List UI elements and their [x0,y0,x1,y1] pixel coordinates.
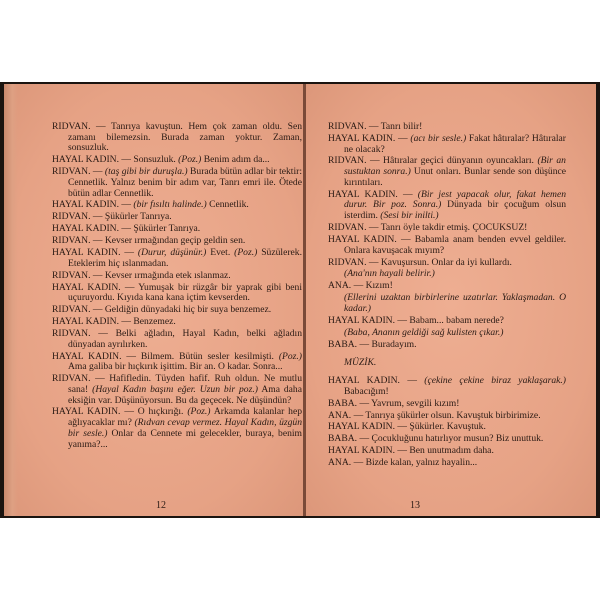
dialogue-line [328,399,566,410]
speaker-name: HAYAL KADIN. [52,350,127,362]
dialogue-line [328,422,566,433]
dialogue-text: Dünyada bir çocuğum olsun isterdim. [344,199,567,222]
dialogue-line [52,224,302,235]
dialogue-text: — Kevser ırmağından geçip geldin sen. [92,235,246,247]
dialogue-line [328,376,566,397]
dialogue-text: — Yumuşak bir rüzgâr bir yaprak gibi beni uçuruyordu. Kıyıda kana kana içtim kevserden. [68,281,302,304]
stage-direction-line: (Ellerini uzaktan birbirlerine uzatırlar. Yaklaşmadan. O kadar.) [344,292,566,314]
dialogue-line [52,305,302,316]
dialogue-line [328,340,566,351]
dialogue-text: Benim adım da... [201,154,270,166]
dialogue-text: Süzülerek. Eteklerim hiç ıslanmadan. [68,247,302,269]
page-number-right: 13 [410,500,420,511]
dialogue-text: — Babam... babam nerede? [397,314,504,326]
dialogue-text: — Bilmem. Bütün sesler kesilmişti. [126,350,279,362]
speaker-name: HAYAL KADIN. [328,421,398,433]
dialogue-text: — Babamla anam benden evvel geldiler. Onlara kavuşacak mıyım? [344,233,566,256]
dialogue-line [52,236,302,247]
dialogue-line [328,235,566,256]
stage-direction: (çekine çekine biraz yaklaşarak.) [424,375,566,387]
dialogue-text: Cennetlik. [206,199,249,211]
speaker-name: HAYAL KADIN. [52,199,122,211]
dialogue-text: — Şükürler Tanrıya. [92,211,172,223]
speaker-name: HAYAL KADIN. [328,314,398,326]
stage-direction-line: (Ana'nın hayali belirir.) [344,268,435,280]
stage-direction: (Sesi bir inilti.) [380,210,439,222]
dialogue-line [52,407,302,450]
stage-direction: (Bir jest yapacak olur, fakat hemen durur. Bir poz. Sonra.) [344,188,566,211]
dialogue-text: — Şükürler Tanrıya. [121,223,201,235]
dialogue-text: Unut onları. Bunlar sende son düşünce kırıntıları. [344,166,567,188]
dialogue-text: Arkamda kalanlar hep ağlıyacaklar mı? [68,406,303,429]
dialogue-line [52,200,302,211]
speaker-name: HAYAL KADIN. [328,233,401,245]
speaker-name: HAYAL KADIN. [52,281,125,293]
speaker-name: BABA. [328,397,360,409]
dialogue-line [52,329,302,350]
speaker-name: RIDVAN. [52,121,97,132]
speaker-name: HAYAL KADIN. [328,132,399,144]
dialogue-line [328,446,566,457]
page-edge-shadow [4,84,18,516]
dialogue-text: — Kevser ırmağında etek ıslanmaz. [92,269,231,281]
speaker-name: HAYAL KADIN. [52,316,122,328]
right-page [306,84,596,516]
stage-direction: (Durur, düşünür.) [137,247,207,259]
section-heading: MÜZİK. [344,357,377,369]
dialogue-text: Fakat hâtıralar? Hâtıralar ne olacak? [344,132,566,155]
speaker-name: ANA. [328,280,354,292]
dialogue-line [52,212,302,223]
stage-direction: (Poz.) [187,406,211,418]
stage-direction-line: (Baba, Ananın geldiği sağ kulisten çıkar.) [344,326,504,338]
dialogue-text: — Çocukluğunu hatırlıyor musun? Biz unuttuk. [359,433,544,445]
dialogue-line [52,167,302,199]
page-number-left: 12 [156,500,166,511]
left-page-text [52,122,302,451]
dialogue-text: Ama daha eksiğin var. Düşünüyorsun. Bu da geçecek. Ne düşündün? [68,383,302,406]
dialogue-line [52,248,302,269]
dialogue-line [328,434,566,445]
dialogue-line [328,458,566,469]
dialogue-text: — [402,188,418,200]
speaker-name: RIDVAN. [328,256,369,268]
dialogue-text: — Kızım! [353,280,393,292]
speaker-name: RIDVAN. [52,327,99,339]
dialogue-text: — [398,132,411,144]
speaker-name: BABA. [328,338,360,350]
dialogue-line [52,374,302,406]
dialogue-line [328,122,566,133]
dialogue-line [328,316,566,327]
dialogue-line [328,411,566,422]
dialogue-text: — [124,247,138,259]
stage-direction: (taş gibi bir duruşla.) [104,166,188,178]
dialogue-text: Evet. [206,247,235,259]
speaker-name: ANA. [328,409,354,421]
dialogue-line [52,352,302,373]
dialogue-text: — Belki ağladın, Hayal Kadın, belki ağladın dünyadan ayrılırken. [68,327,302,350]
dialogue-text: Babacığım! [344,385,389,397]
speaker-name: HAYAL KADIN. [52,154,122,166]
dialogue-text: — Benzemez. [121,316,176,328]
dialogue-line [328,281,566,292]
dialogue-text: — Buradayım. [359,338,417,350]
stage-direction: (Poz.) [234,247,258,259]
dialogue-line [328,223,566,234]
dialogue-text: Ama galiba bir hıçkırık işittim. Bir an. O kadar. Sonra... [68,361,283,373]
dialogue-text: — Tanrı bilir! [368,121,423,132]
speaker-name: HAYAL KADIN. [328,188,403,200]
dialogue-text: — Ben unutmadım daha. [397,445,494,457]
dialogue-text: — Tanrıya şükürler olsun. Kavuştuk birbirimize. [353,409,541,421]
speaker-name: RIDVAN. [52,269,93,281]
dialogue-line [52,317,302,328]
dialogue-text: — Hafifledin. Tüyden hafif. Ruh oldun. Ne mutlu sana! [68,373,302,395]
dialogue-text: — Sonsuzluk. [121,154,179,166]
speaker-name: HAYAL KADIN. [328,375,408,387]
dialogue-text: — Tanrı öyle takdir etmiş. ÇOCUKSUZ! [368,222,528,234]
dialogue-text: — [121,199,134,211]
dialogue-line [328,190,566,222]
stage-direction: (acı bir sesle.) [410,132,467,144]
stage-direction: (Bir an sustuktan sonra.) [344,155,566,178]
speaker-name: HAYAL KADIN. [52,406,125,418]
dialogue-text: — O hıçkırığı. [124,406,188,418]
speaker-name: RIDVAN. [52,304,93,316]
stage-direction: (Hayal Kadın başını eğer. Uzun bir poz.) [92,383,258,395]
dialogue-line [52,155,302,166]
speaker-name: BABA. [328,433,360,445]
speaker-name: RIDVAN. [52,166,93,178]
speaker-name: RIDVAN. [328,155,370,167]
speaker-name: RIDVAN. [52,373,96,385]
dialogue-line [328,156,566,188]
dialogue-text: — [407,375,425,387]
right-page-text [328,122,566,470]
open-book [0,82,600,518]
dialogue-text: — [92,166,105,178]
speaker-name: RIDVAN. [328,222,369,234]
stage-direction: (Poz.) [178,154,202,166]
left-page [4,84,304,516]
dialogue-line [328,258,566,269]
dialogue-text: — Yavrum, sevgili kızım! [359,397,460,409]
dialogue-line [52,283,302,304]
stage-direction: (Rıdvan cevap vermez. Hayal Kadın, üzgün bir sesle.) [68,417,302,439]
dialogue-text: — Hâtıralar geçici dünyanın oyuncakları. [369,155,538,167]
stage-direction: (bir fısıltı halinde.) [133,199,207,211]
dialogue-text: — Tanrıya kavuştun. Hem çok zaman oldu. Sen zamanı bilemezsin. Burada zaman yoktur. Zaman, sonsuzluk. [68,121,302,154]
speaker-name: RIDVAN. [52,211,93,223]
stage-direction: (Poz.) [278,350,302,362]
dialogue-text: — Bizde kalan, yalnız hayalin... [353,457,478,469]
speaker-name: RIDVAN. [52,235,93,247]
speaker-name: ANA. [328,457,354,469]
dialogue-text: Onlar da Cennete mi gelecekler, buraya, benim yanıma?... [68,427,302,450]
speaker-name: HAYAL KADIN. [52,223,122,235]
dialogue-line [52,122,302,154]
dialogue-text: — Kavuşursun. Onlar da iyi kullardı. [368,256,512,268]
speaker-name: RIDVAN. [328,121,369,132]
dialogue-text: — Geldiğin dünyadaki hiç bir suya benzemez. [92,304,272,316]
dialogue-line [52,271,302,282]
speaker-name: HAYAL KADIN. [52,247,125,259]
dialogue-text: — Şükürler. Kavuştuk. [397,421,486,433]
dialogue-text: Burada bütün adlar bir tektir: Cennetlik. Yalnız benim bir adım var, Tanrı emri ile. Ötede bütün adlar Cennetlik. [68,166,302,199]
dialogue-line [328,134,566,155]
speaker-name: HAYAL KADIN. [328,445,398,457]
